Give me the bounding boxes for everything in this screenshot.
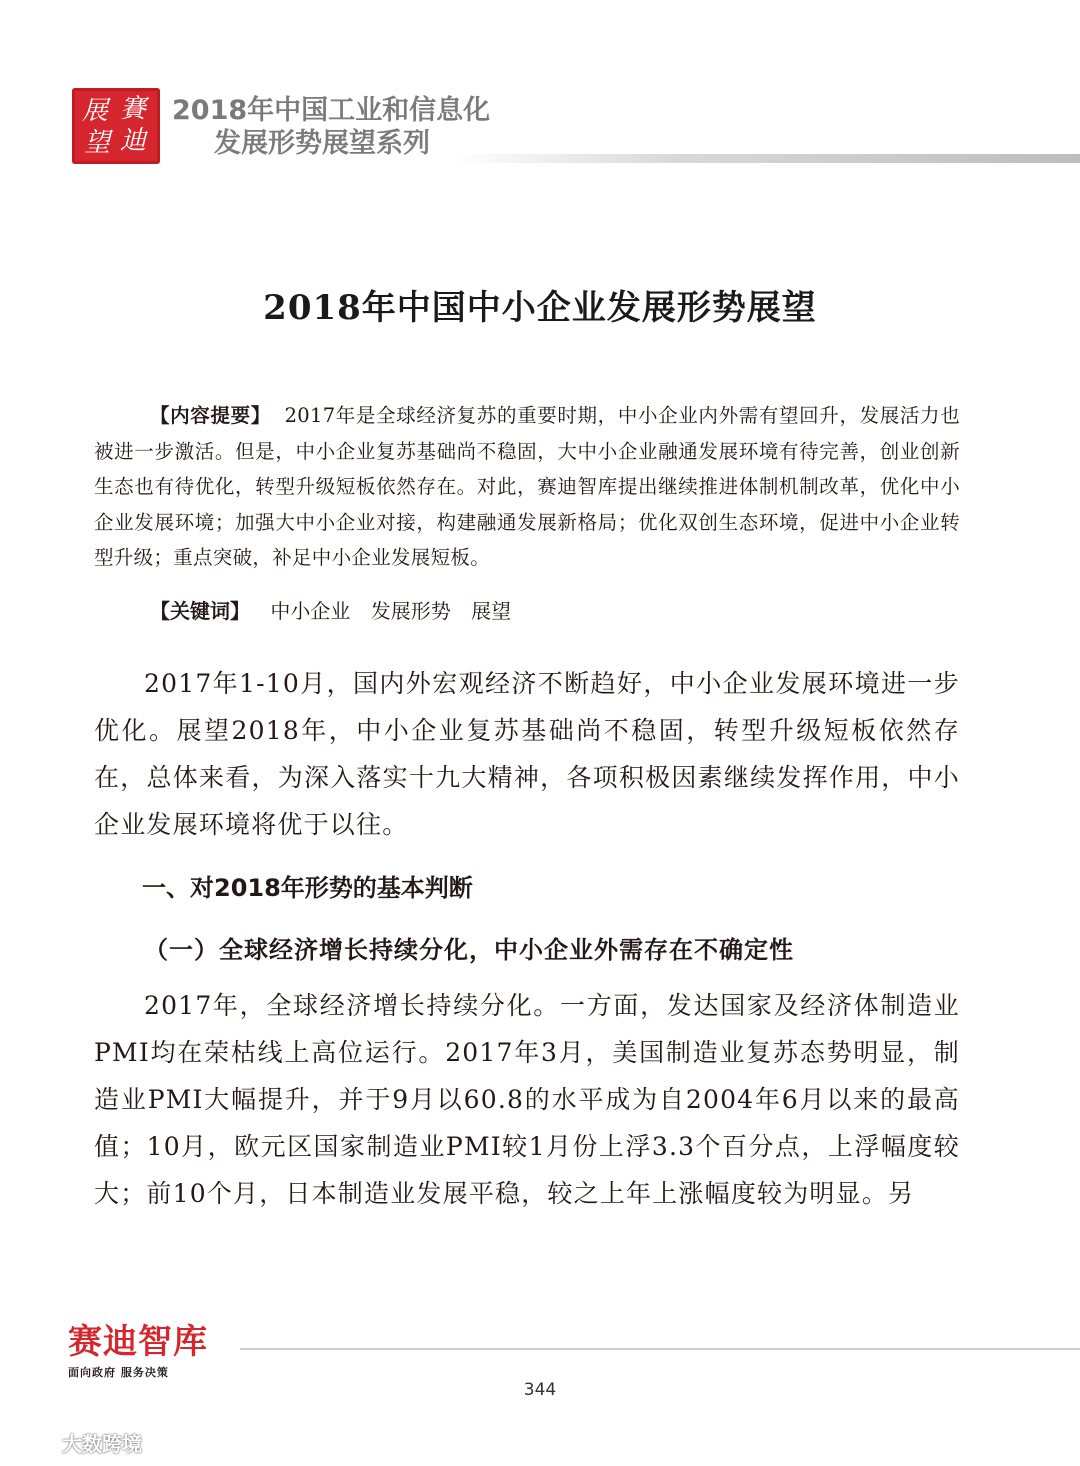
- seal-char: 迪: [120, 126, 147, 156]
- abstract-text: 2017年是全球经济复苏的重要时期，中小企业内外需有望回升，发展活力也被进一步激活。但是，中小企业复苏基础尚不稳固，大中小企业融通发展环境有待完善，创业创新生态也有待优化，转型升级短板依然存在。对此，赛迪智库提出继续推进体制机制改革，优化中小企业发展环境；加强大中小企业对接，构建融通发展新格局；优化双创生态环境，促进中小企业转型升级；重点突破，补足中小企业发展短板。: [94, 404, 960, 569]
- abstract-label: 【内容提要】: [150, 404, 271, 427]
- page-title: 2018年中国中小企业发展形势展望: [263, 288, 817, 328]
- page-number: 344: [523, 1380, 557, 1400]
- watermark-logo-icon: [10, 1431, 56, 1455]
- series-title: [172, 94, 490, 160]
- watermark-text: 大数跨境: [62, 1432, 142, 1456]
- watermark: [10, 1428, 142, 1457]
- header-divider: [452, 154, 1080, 163]
- body-paragraph: 2017年，全球经济增长持续分化。一方面，发达国家及经济体制造业PMI均在荣枯线上高位运行。2017年3月，美国制造业复苏态势明显，制造业PMI大幅提升，并于9月以60.8的水平成为自2004年6月以来的最高值；10月，欧元区国家制造业PMI较1月份上浮3.3个百分点，上浮幅度较大；前10个月，日本制造业发展平稳，较之上年上涨幅度较为明显。另: [94, 991, 960, 1208]
- seal-char: 展: [82, 96, 109, 126]
- series-title-line1: 2018年中国工业和信息化: [172, 95, 491, 126]
- keyword: 中小企业: [270, 599, 351, 623]
- abstract: [94, 398, 960, 576]
- seal-char: 賽: [120, 94, 147, 124]
- seal-logo: [72, 88, 160, 164]
- subsection-heading: （一）全球经济增长持续分化，中小企业外需存在不确定性: [144, 935, 794, 964]
- footer-divider: [240, 1348, 1080, 1350]
- keyword: 展望: [471, 599, 512, 623]
- body-paragraph: 2017年1-10月，国内外宏观经济不断趋好，中小企业发展环境进一步优化。展望2018年，中小企业复苏基础尚不稳固，转型升级短板依然存在，总体来看，为深入落实十九大精神，各项积极因素继续发挥作用，中小企业发展环境将优于以往。: [94, 669, 960, 839]
- section-heading: 一、对2018年形势的基本判断: [142, 874, 473, 902]
- keywords: [150, 594, 511, 628]
- seal-char: 望: [84, 128, 111, 158]
- keywords-label: 【关键词】: [150, 599, 250, 623]
- keyword: 发展形势: [370, 599, 451, 623]
- footer-logo: [68, 1322, 228, 1380]
- footer-brand: 赛迪智库: [68, 1322, 208, 1362]
- footer-slogan: 面向政府 服务决策: [68, 1366, 169, 1379]
- series-title-line2: 发展形势展望系列: [214, 128, 430, 159]
